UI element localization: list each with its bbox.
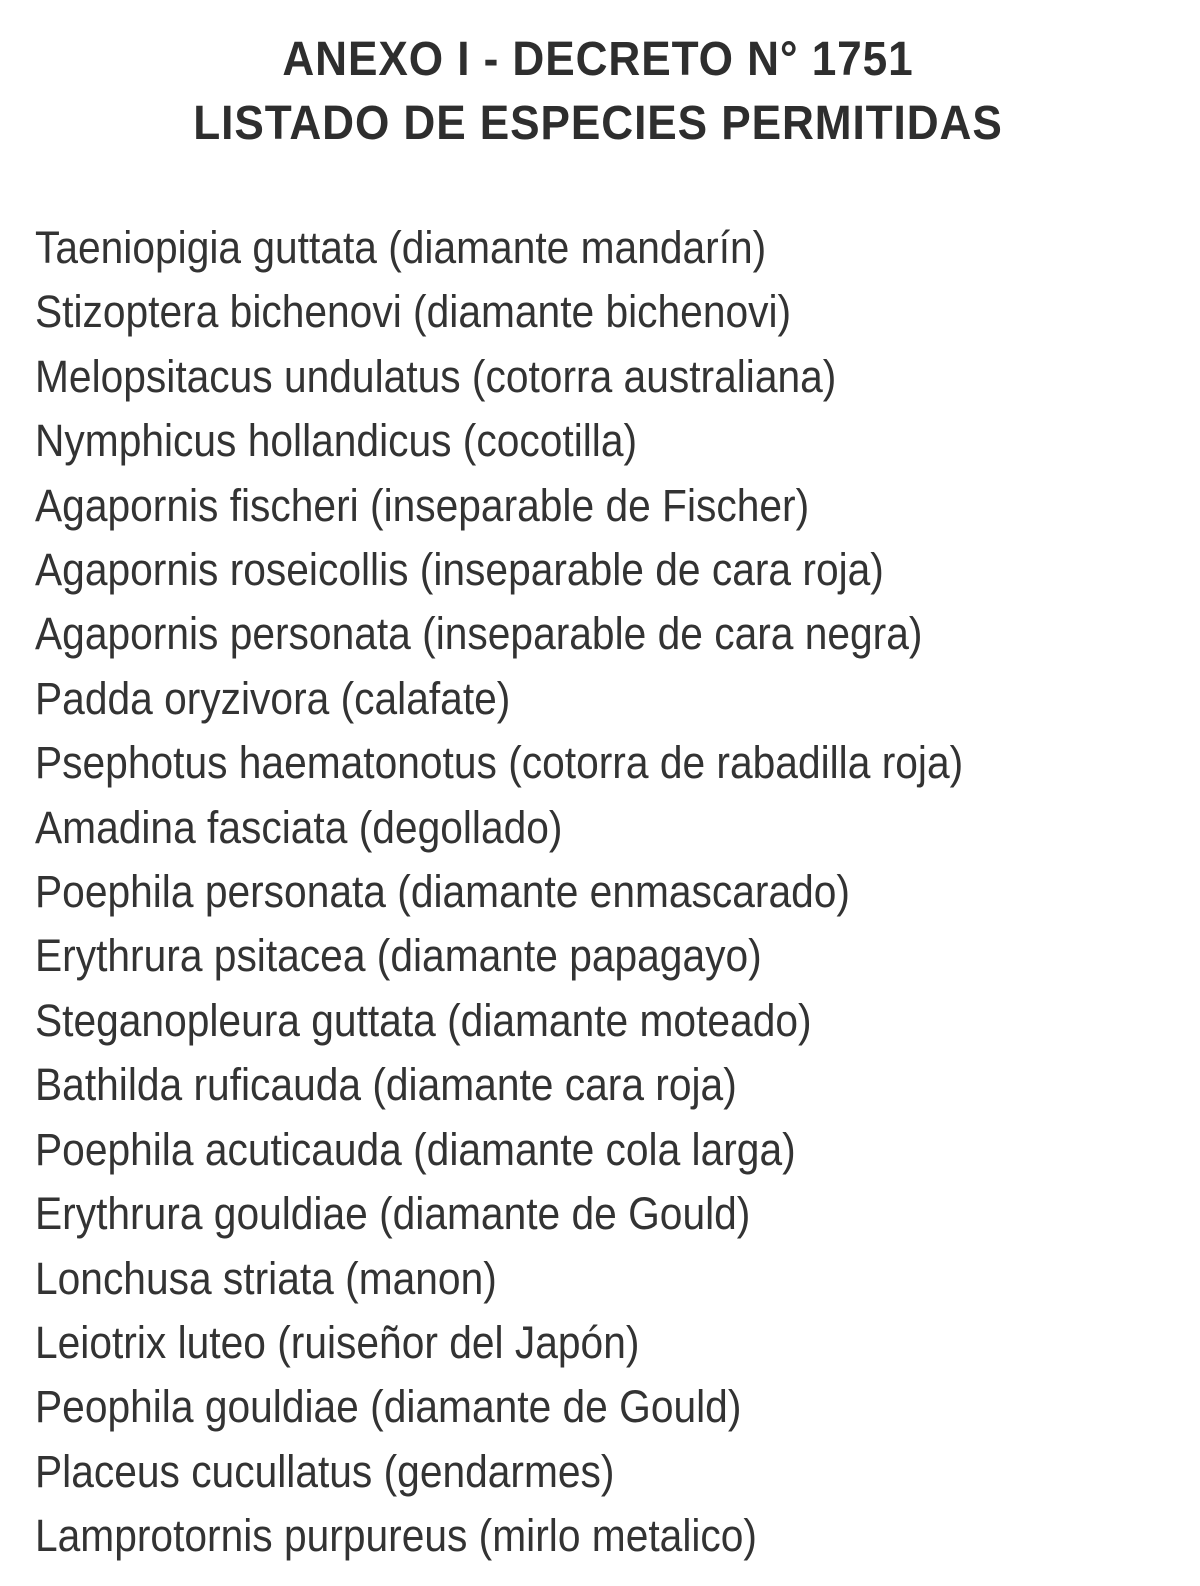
species-item: Taeniopigia guttata (diamante mandarín) bbox=[35, 222, 767, 273]
species-item: Erythrura gouldiae (diamante de Gould) bbox=[35, 1188, 751, 1240]
species-item: Lamprotornis purpureus (mirlo metalico) bbox=[35, 1510, 758, 1562]
document-header bbox=[0, 28, 1196, 156]
species-item: Lonchusa striata (manon) bbox=[35, 1252, 497, 1304]
species-item: Steganopleura guttata (diamante moteado) bbox=[35, 994, 812, 1046]
species-item: Agapornis personata (inseparable de cara negra) bbox=[35, 608, 923, 660]
species-item: Stizoptera bichenovi (diamante bichenovi) bbox=[35, 286, 792, 338]
species-item: Peophila gouldiae (diamante de Gould) bbox=[35, 1381, 742, 1433]
species-item: Agapornis roseicollis (inseparable de cara roja) bbox=[35, 544, 884, 596]
species-item: Nymphicus hollandicus (cocotilla) bbox=[35, 415, 638, 467]
species-item: Melopsitacus undulatus (cotorra australiana) bbox=[35, 350, 837, 402]
species-item: Agapornis fischeri (inseparable de Fischer) bbox=[35, 479, 810, 531]
species-item: Placeus cucullatus (gendarmes) bbox=[35, 1445, 615, 1497]
species-item: Padda oryzivora (calafate) bbox=[35, 672, 511, 724]
species-list bbox=[35, 216, 963, 1569]
species-item: Erythrura psitacea (diamante papagayo) bbox=[35, 930, 762, 982]
species-item: Leiotrix luteo (ruiseñor del Japón) bbox=[35, 1316, 640, 1368]
annex-title: ANEXO I - DECRETO N° 1751 bbox=[282, 33, 914, 86]
species-item: Poephila acuticauda (diamante cola larga) bbox=[35, 1123, 796, 1175]
species-item: Amadina fasciata (degollado) bbox=[35, 801, 563, 853]
species-item: Psephotus haematonotus (cotorra de rabadilla roja) bbox=[35, 737, 964, 789]
species-item: Bathilda ruficauda (diamante cara roja) bbox=[35, 1059, 737, 1111]
list-title: LISTADO DE ESPECIES PERMITIDAS bbox=[193, 97, 1003, 150]
species-item: Poephila personata (diamante enmascarado) bbox=[35, 866, 851, 918]
